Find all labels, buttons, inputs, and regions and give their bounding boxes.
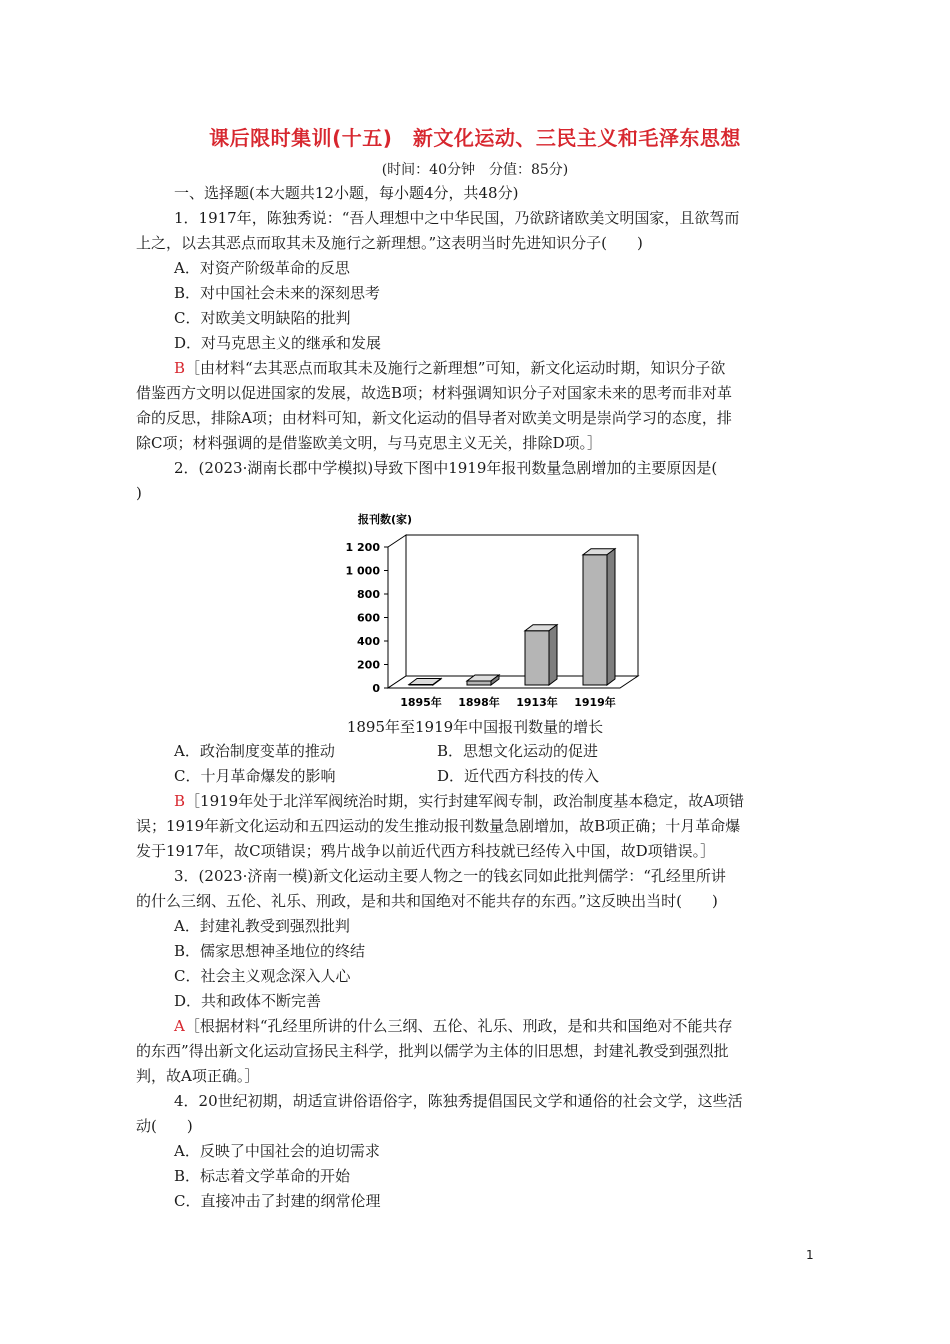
newspaper-count-chart <box>340 505 640 720</box>
q2-explanation-line1: B［1919年处于北洋军阀统治时期，实行封建军阀专制，政治制度基本稳定，故A项错 <box>174 792 745 810</box>
bar-chart-svg <box>340 505 640 720</box>
y-tick-label: 0 <box>372 682 380 695</box>
y-tick-label: 400 <box>357 635 380 648</box>
q3-explanation-line3: 判，故A项正确。］ <box>136 1067 260 1085</box>
q1-explanation-line2: 借鉴西方文明以促进国家的发展，故选B项；材料强调知识分子对国家未来的思考而非对革 <box>136 384 733 402</box>
q2-stem-line2: ) <box>136 484 142 502</box>
x-tick-label: 1913年 <box>516 696 558 709</box>
q3-option-a: A．封建礼教受到强烈批判 <box>174 917 350 935</box>
y-tick-label: 200 <box>357 658 380 672</box>
y-axis-label: 报刊数(家) <box>358 513 413 526</box>
x-tick-label: 1919年 <box>574 696 616 709</box>
y-tick-label: 800 <box>357 588 380 601</box>
bar-side-1919年 <box>607 549 615 685</box>
q2-explanation-line2: 误；1919年新文化运动和五四运动的发生推动报刊数量急剧增加，故B项正确；十月革命爆 <box>136 817 741 835</box>
q1-explanation-line1: B［由材料“去其恶点而取其未及施行之新理想”可知，新文化运动时期，知识分子欲 <box>174 359 726 377</box>
q3-option-c: C．社会主义观念深入人心 <box>174 967 351 985</box>
q2-option-a: A．政治制度变革的推动 <box>174 742 335 760</box>
chart-side-wall <box>388 535 406 688</box>
q3-option-d: D．共和政体不断完善 <box>174 992 322 1010</box>
bar-1913年 <box>525 631 549 685</box>
q1-stem-line2: 上之，以去其恶点而取其未及施行之新理想。”这表明当时先进知识分子( ) <box>136 234 643 252</box>
time-score-info: (时间：40分钟 分值：85分) <box>381 162 569 178</box>
q1-answer: B <box>174 359 186 377</box>
q2-option-b: B．思想文化运动的促进 <box>437 742 599 760</box>
q3-stem-line2: 的什么三纲、五伦、礼乐、刑政，是和共和国绝对不能共存的东西。”这反映出当时( ) <box>136 892 718 910</box>
page-title: 课后限时集训(十五) 新文化运动、三民主义和毛泽东思想 <box>209 126 741 150</box>
q3-explanation-line2: 的东西”得出新文化运动宣扬民主科学，批判以儒学为主体的旧思想，封建礼教受到强烈批 <box>136 1042 729 1060</box>
q2-explanation-line3: 发于1917年，故C项错误；鸦片战争以前近代西方科技就已经传入中国，故D项错误。］ <box>136 842 716 860</box>
y-tick-label: 1 000 <box>345 564 380 578</box>
q1-explanation-line4: 除C项；材料强调的是借鉴欧美文明，与马克思主义无关，排除D项。］ <box>136 434 603 452</box>
q4-option-c: C．直接冲击了封建的纲常伦理 <box>174 1192 381 1210</box>
chart-caption: 1895年至1919年中国报刊数量的增长 <box>346 718 604 736</box>
bar-side-1913年 <box>549 625 557 685</box>
q2-option-c: C．十月革命爆发的影响 <box>174 767 336 785</box>
x-tick-label: 1895年 <box>400 696 442 709</box>
q1-option-d: D．对马克思主义的继承和发展 <box>174 334 382 352</box>
q1-option-a: A．对资产阶级革命的反思 <box>174 259 350 277</box>
q1-explanation-line3: 命的反思，排除A项；由材料可知，新文化运动的倡导者对欧美文明是崇尚学习的态度，排 <box>136 409 732 427</box>
q2-option-d: D．近代西方科技的传入 <box>437 767 600 785</box>
page-number: 1 <box>806 1248 814 1262</box>
q4-option-b: B．标志着文学革命的开始 <box>174 1167 351 1185</box>
q1-stem-line1: 1．1917年，陈独秀说：“吾人理想中之中华民国，乃欲跻诸欧美文明国家，且欲驾而 <box>174 209 740 227</box>
q2-stem-line1: 2．(2023·湖南长郡中学模拟)导致下图中1919年报刊数量急剧增加的主要原因是( <box>174 459 718 477</box>
q3-option-b: B．儒家思想神圣地位的终结 <box>174 942 366 960</box>
x-tick-label: 1898年 <box>458 696 500 709</box>
q1-option-b: B．对中国社会未来的深刻思考 <box>174 284 381 302</box>
y-tick-label: 1 200 <box>345 541 380 554</box>
y-tick-label: 600 <box>357 611 380 625</box>
section-heading: 一、选择题(本大题共12小题，每小题4分，共48分) <box>174 184 519 202</box>
q4-option-a: A．反映了中国社会的迫切需求 <box>174 1142 380 1160</box>
q3-answer: A <box>174 1017 185 1035</box>
q3-explanation-line1: A［根据材料“孔经里所讲的什么三纲、五伦、礼乐、刑政，是和共和国绝对不能共存 <box>174 1017 733 1035</box>
bar-1919年 <box>583 555 607 685</box>
q4-stem-line2: 动( ) <box>136 1117 193 1135</box>
q2-answer: B <box>174 792 186 810</box>
bar-1898年 <box>467 681 491 685</box>
q4-stem-line1: 4．20世纪初期，胡适宣讲俗语俗字，陈独秀提倡国民文学和通俗的社会文学，这些活 <box>174 1092 743 1110</box>
q1-option-c: C．对欧美文明缺陷的批判 <box>174 309 351 327</box>
q3-stem-line1: 3．(2023·济南一模)新文化运动主要人物之一的钱玄同如此批判儒学：“孔经里所讲 <box>174 867 726 885</box>
